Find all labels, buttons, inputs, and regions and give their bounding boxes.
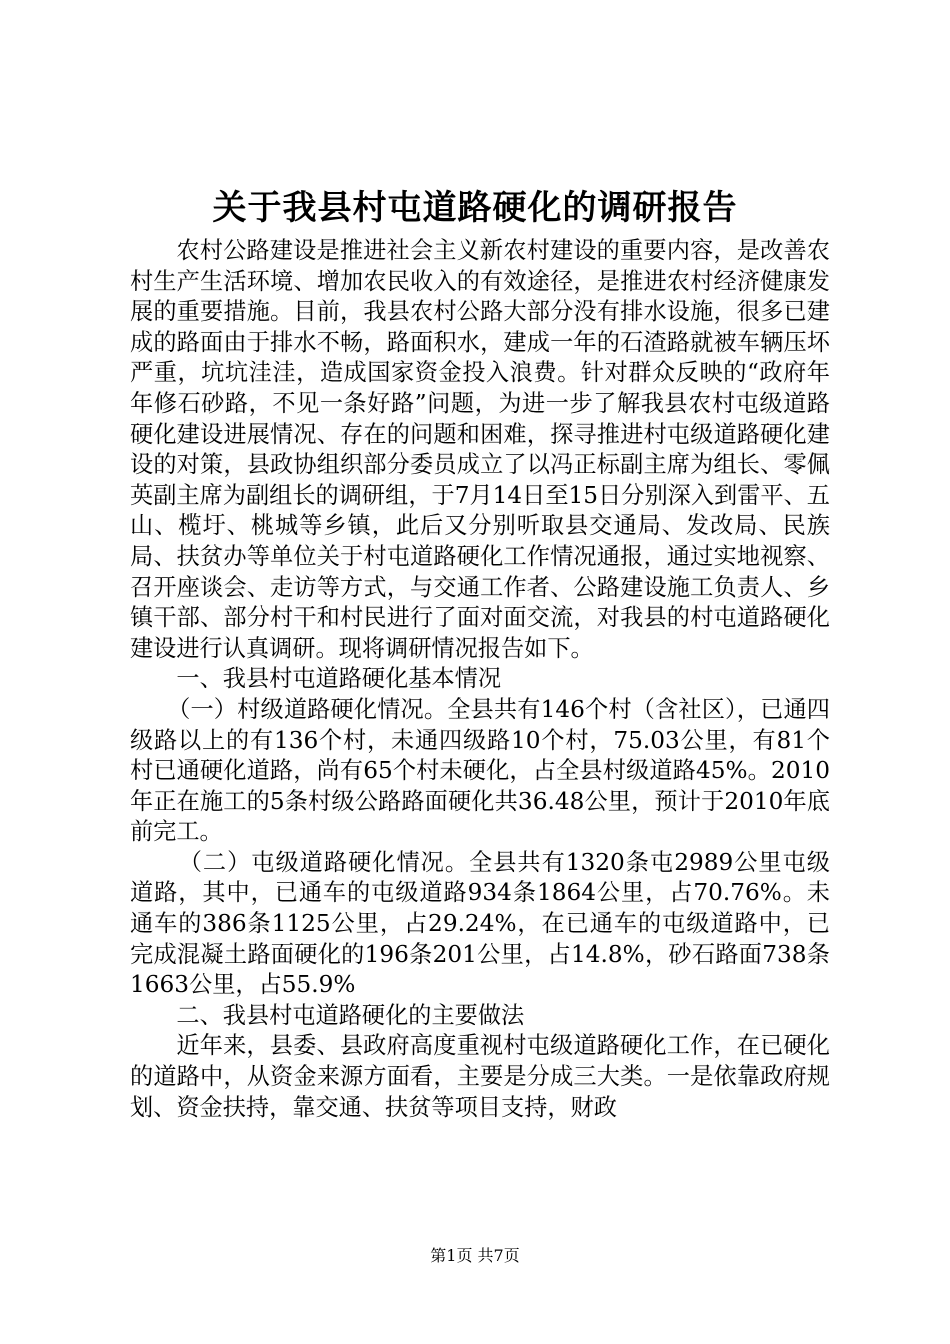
section-heading-1: 一、我县村屯道路硬化基本情况 xyxy=(176,665,502,693)
practices-paragraph: 近年来，县委、县政府高度重视村屯级道路硬化工作，在已硬化的道路中，从资金来源方面看，主要是分成三大类。一是依靠政府规划、资金扶持，靠交通、扶贫等项目支持，财政 xyxy=(130,1032,830,1121)
intro-paragraph: 农村公路建设是推进社会主义新农村建设的重要内容，是改善农村生产生活环境、增加农民收入的有效途径，是推进农村经济健康发展的重要措施。目前，我县农村公路大部分没有排水设施，很多已建成的路面由于排水不畅，路面积水，建成一年的石渣路就被车辆压坏严重，坑坑洼洼，造成国家资金投入浪费。针对群众反映的“政府年年修石砂路，不见一条好路”问题，为进一步了解我县农村屯级道路硬化建设进展情况、存在的问题和困难，探寻推进村屯级道路硬化建设的对策，县政协组织部分委员成立了以冯正标副主席为组长、零佩英副主席为副组长的调研组，于7月14日至15日分别深入到雷平、五山、榄圩、桃城等乡镇，此后又分别听取县交通局、发改局、民族局、扶贫办等单位关于村屯道路硬化工作情况通报，通过实地视察、召开座谈会、走访等方式，与交通工作者、公路建设施工负责人、乡镇干部、部分村干和村民进行了面对面交流，对我县的村屯道路硬化建设进行认真调研。现将调研情况报告如下。 xyxy=(130,237,830,662)
section-heading-2: 二、我县村屯道路硬化的主要做法 xyxy=(176,1001,525,1029)
document-title: 关于我县村屯道路硬化的调研报告 xyxy=(212,188,738,228)
document-body xyxy=(130,236,830,1123)
subsection-paragraph-village-roads: （一）村级道路硬化情况。全县共有146个村（含社区），已通四级路以上的有136个村，未通四级路10个村，75.03公里，有81个村已通硬化道路，尚有65个村未硬化，占全县村级道路45%。2010年正在施工的5条村级公路路面硬化共36.48公里，预计于2010年底前完工。 xyxy=(130,695,830,846)
subsection-paragraph-hamlet-roads: （二）屯级道路硬化情况。全县共有1320条屯2989公里屯级道路，其中，已通车的屯级道路934条1864公里，占70.76%。未通车的386条1125公里，占29.24%，在已通车的屯级道路中，已完成混凝土路面硬化的196条201公里，占14.8%，砂石路面738条1663公里，占55.9% xyxy=(130,848,830,999)
page-footer: 第1页 共7页 xyxy=(430,1246,520,1265)
